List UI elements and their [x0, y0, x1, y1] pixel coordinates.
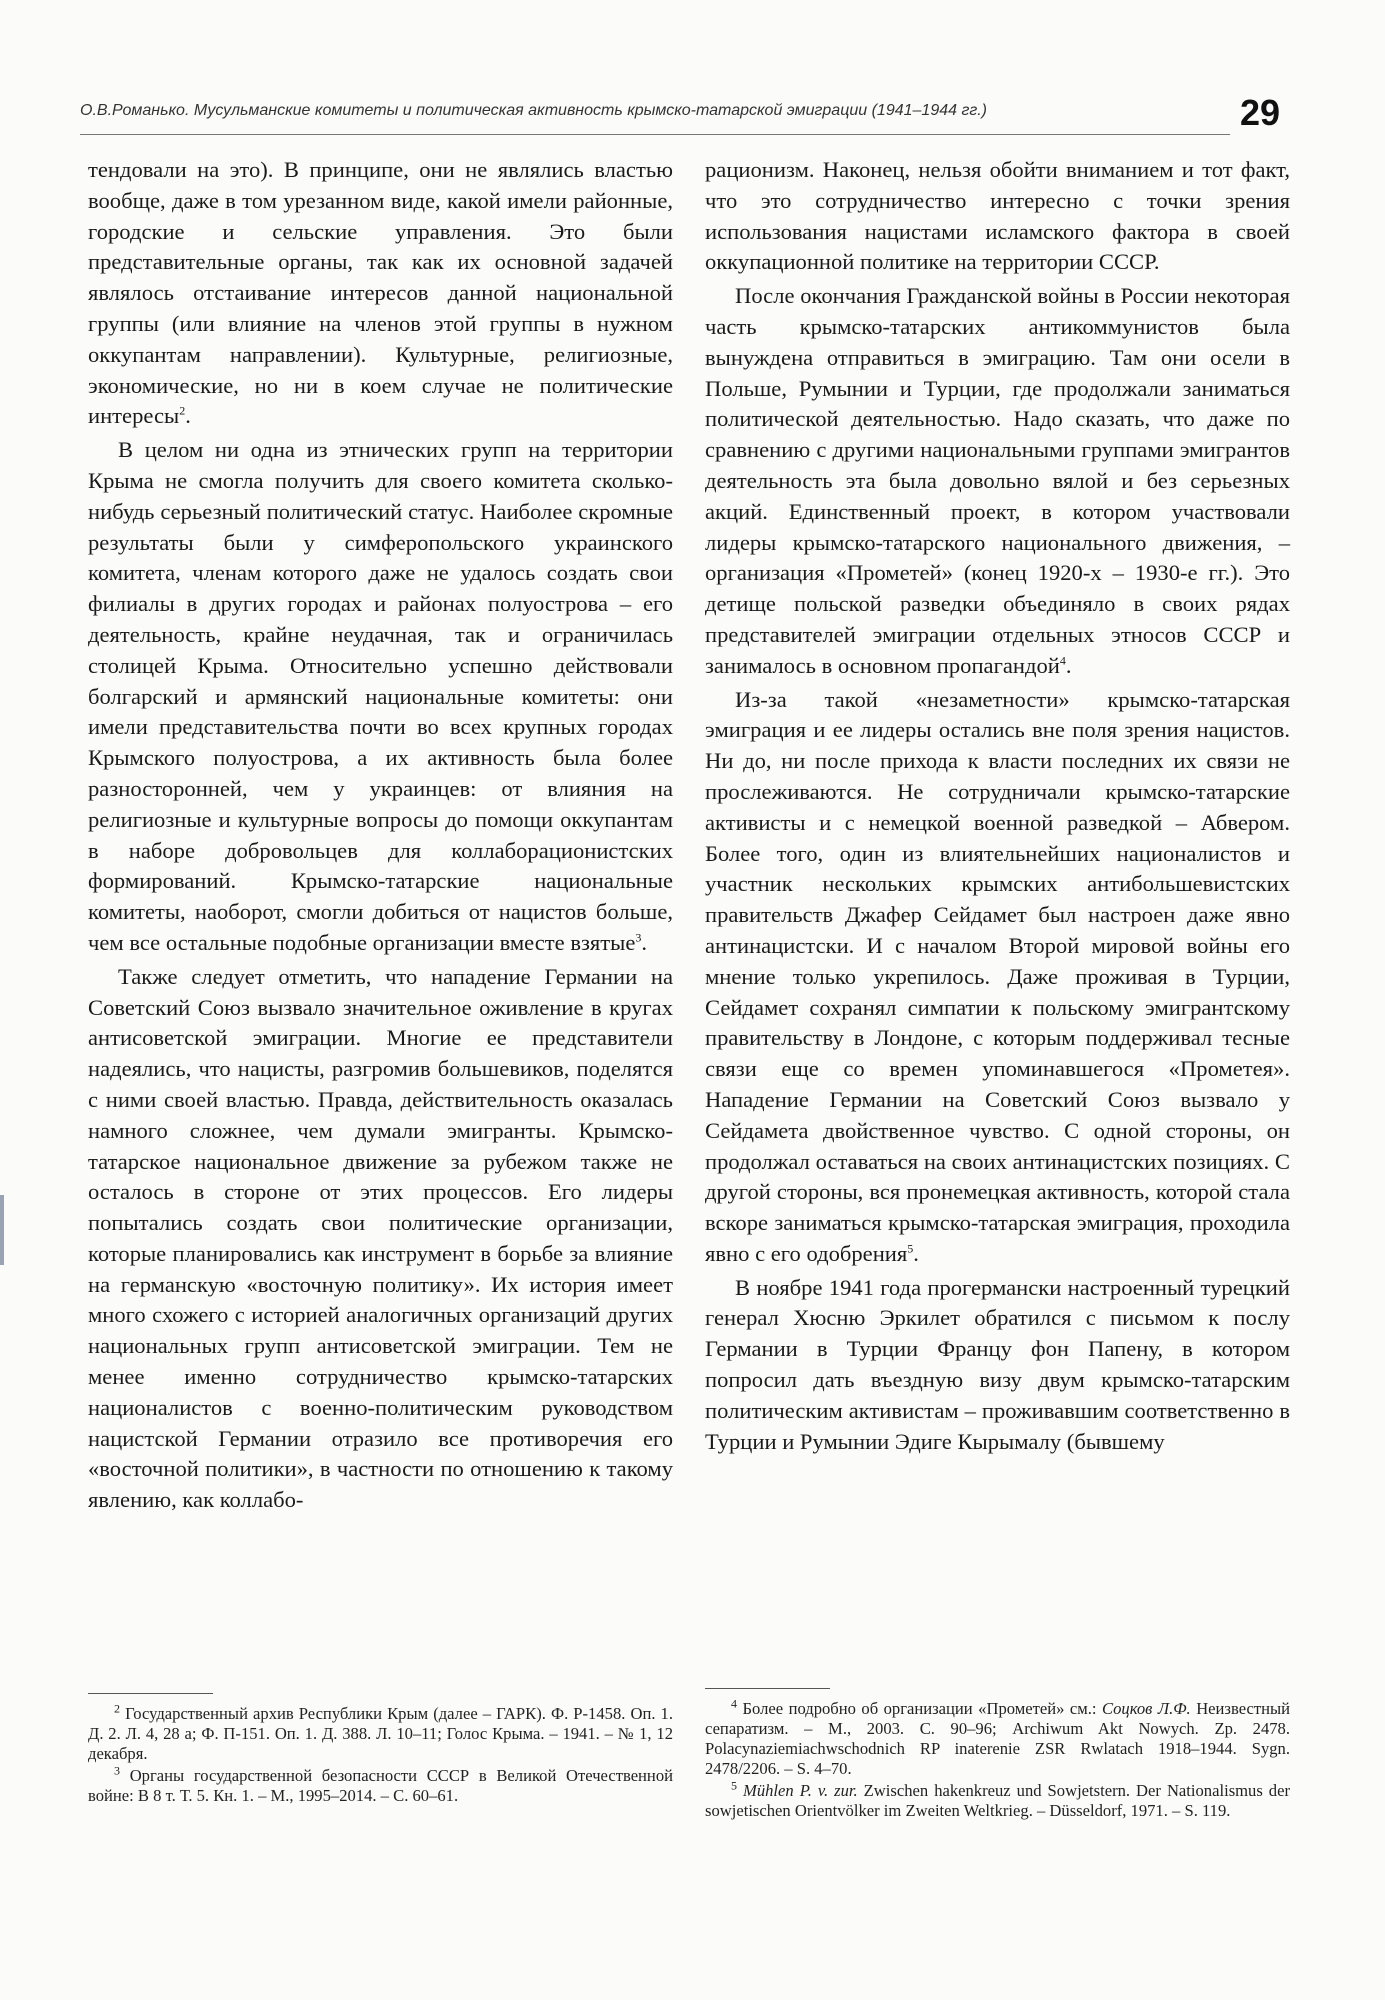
paragraph-text: В целом ни одна из этнических групп на территории Крыма не смогла получить для своего комитета сколько-нибудь серьезный политический статус. Наиболее скромные результаты были у симферопольского украинского комитета, членам которого даже не удалось создать свои филиалы в других городах и районах полуострова – его деятельность, крайне неудачная, так и ограничилась столицей Крыма. Относительно успешно действовали болгарский и армянский национальные комитеты: они имели представительства почти во всех крупных городах Крымского полуострова, а их активность была более разносторонней, чем у украинцев: от влияния на религиозные и культурные вопросы до помощи оккупантам в наборе добровольцев для коллаборационистских формирований. Крымско-татарские национальные комитеты, наоборот, смогли добиться от нацистов больше, чем все остальные подобные организации вместе взятые [88, 437, 673, 955]
paragraph [88, 962, 673, 1516]
footnotes-left [88, 1693, 673, 1806]
scan-margin-mark [0, 1195, 4, 1265]
paragraph-text: тендовали на это). В принципе, они не являлись властью вообще, даже в том урезанном виде, какой имели районные, городские и сельские управления. Это были представительные органы, так как их основной задачей являлось отстаивание интересов данной национальной группы (или влияние на членов этой группы в нужном оккупантам направлении). Культурные, религиозные, экономические, но ни в коем случае не политические интересы [88, 157, 673, 429]
header-rule [80, 134, 1230, 135]
paragraph-end: . [913, 1240, 919, 1266]
footnote-rule [705, 1688, 830, 1689]
paragraph [88, 155, 673, 432]
page-number: 29 [1239, 92, 1280, 133]
running-head [80, 102, 987, 120]
footnote [88, 1763, 673, 1806]
footnote [705, 1778, 1290, 1821]
right-column [705, 155, 1290, 1457]
paragraph-end: . [641, 929, 648, 955]
paragraph-text: После окончания Гражданской войны в России некоторая часть крымско-татарских антикоммунистов была вынуждена отправиться в эмиграцию. Там они осели в Польше, Румынии и Турции, где продолжали заниматься политической деятельностью. Надо сказать, что даже по сравнению с другими национальными группами эмигрантов деятельность эта была довольно вялой и без серьезных акций. Единственный проект, в котором участвовали лидеры крымско-татарского национального движения, – организация «Прометей» (конец 1920-х – 1930-е гг.). Это детище польской разведки объединяло в своих рядах представителей эмиграции отдельных этносов СССР и занималось в основном пропагандой [705, 283, 1290, 678]
running-header [80, 92, 1280, 132]
footnote [705, 1696, 1291, 1779]
footnote-number: 2 [114, 1701, 120, 1716]
paragraph [705, 685, 1290, 1270]
footnote-ref[interactable]: 2 [179, 403, 186, 418]
footnote-number: 3 [114, 1763, 120, 1778]
running-head-author: О.В.Романько. [80, 102, 190, 119]
footnote-author: Mühlen P. v. zur. [743, 1781, 858, 1800]
footnote-number: 5 [731, 1778, 737, 1793]
left-column [88, 155, 673, 1516]
paragraph-text: В ноябре 1941 года прогермански настроенный турецкий генерал Хюсню Эркилет обратился с письмом к послу Германии в Турции Францу фон Папену, в котором попросил дать въездную визу двум крымско-татарским политическим активистам – проживавшим соответственно в Турции и Румынии Эдиге Кырымалу (бывшему [705, 1274, 1290, 1454]
paragraph [88, 435, 673, 959]
footnote-number: 4 [731, 1696, 737, 1711]
footnote-text: Государственный архив Республики Крым (далее – ГАРК). Ф. Р-1458. Оп. 1. Д. 2. Л. 4, 28 а; Ф. П-151. Оп. 1. Д. 388. Л. 10–11; Голос Крыма. – 1941. – № 1, 12 декабря. [88, 1704, 674, 1763]
footnote-text: Органы государственной безопасности СССР в Великой Отечественной войне: В 8 т. Т. 5. Кн. 1. – М., 1995–2014. – С. 60–61. [88, 1766, 673, 1805]
footnote-ref[interactable]: 5 [907, 1241, 914, 1256]
footnote-text: Неизвестный сепаратизм. – М., 2003. С. 90–96; Archiwum Akt Nowych. Zp. 2478. Polacynaziemiachwschodnich RP inaterenie ZSR Rwlatach 1918–1944. Sygn. 2478/2206. – S. 4–70. [705, 1699, 1291, 1778]
footnote [88, 1701, 674, 1764]
paragraph-end: . [185, 403, 191, 429]
footnotes-right [705, 1688, 1290, 1821]
footnote-text: Zwischen hakenkreuz und Sowjetstern. Der Nationalismus der sowjetischen Orientvölker im Zweiten Weltkrieg. – Düsseldorf, 1971. – S. 119. [705, 1781, 1290, 1820]
paragraph-end: . [1065, 652, 1072, 678]
paragraph-text: Также следует отметить, что нападение Германии на Советский Союз вызвало значительное оживление в кругах антисоветской эмиграции. Многие ее представители надеялись, что нацисты, разгромив большевиков, поделятся с ними своей властью. Правда, действительность оказалась намного сложнее, чем думали эмигранты. Крымско-татарское национальное движение за рубежом также не осталось в стороне от этих процессов. Его лидеры попытались создать свои политические организации, которые планировались как инструмент в борьбе за влияние на германскую «восточную политику». Их история имеет много схожего с историей аналогичных организаций других национальных групп антисоветской эмиграции. Тем не менее именно сотрудничество крымско-татарских националистов с военно-политическим руководством нацистской Германии отразило все противоречия его «восточной политики», в частности по отношению к такому явлению, как коллабо- [88, 963, 673, 1513]
paragraph [705, 155, 1290, 278]
footnote-rule [88, 1693, 213, 1694]
footnote-lead: Более подробно об организации «Прометей» см.: [742, 1699, 1102, 1718]
footnote-author: Соцков Л.Ф. [1101, 1699, 1191, 1718]
footnote-ref[interactable]: 3 [635, 930, 642, 945]
running-head-title: Мусульманские комитеты и политическая активность крымско-татарской эмиграции (1941–1944 гг.) [189, 102, 988, 119]
paragraph [705, 281, 1290, 681]
paragraph [705, 1273, 1290, 1458]
paragraph-text: рационизм. Наконец, нельзя обойти вниманием и тот факт, что это сотрудничество интересно с точки зрения использования нацистами исламского фактора в своей оккупационной политике на территории СССР. [705, 157, 1290, 275]
footnote-ref[interactable]: 4 [1059, 653, 1066, 668]
paragraph-text: Из-за такой «незаметности» крымско-татарская эмиграция и ее лидеры остались вне поля зрения нацистов. Ни до, ни после прихода к власти последних их связи не прослеживаются. Не сотрудничали крымско-татарские активисты и с немецкой военной разведкой – Абвером. Более того, один из влиятельнейших националистов и участник нескольких крымских антибольшевистских правительств Джафер Сейдамет был настроен даже явно антинацистски. И с началом Второй мировой войны его мнение только укрепилось. Даже проживая в Турции, Сейдамет сохранял симпатии к польскому эмигрантскому правительству в Лондоне, с которым поддерживал тесные связи еще со времен упоминавшегося «Прометея». Нападение Германии на Советский Союз вызвало у Сейдамета двойственное чувство. С одной стороны, он продолжал оставаться на своих антинацистских позициях. С другой стороны, вся пронемецкая активность, которой стала вскоре заниматься крымско-татарская эмиграция, проходила явно с его одобрения [705, 686, 1290, 1266]
